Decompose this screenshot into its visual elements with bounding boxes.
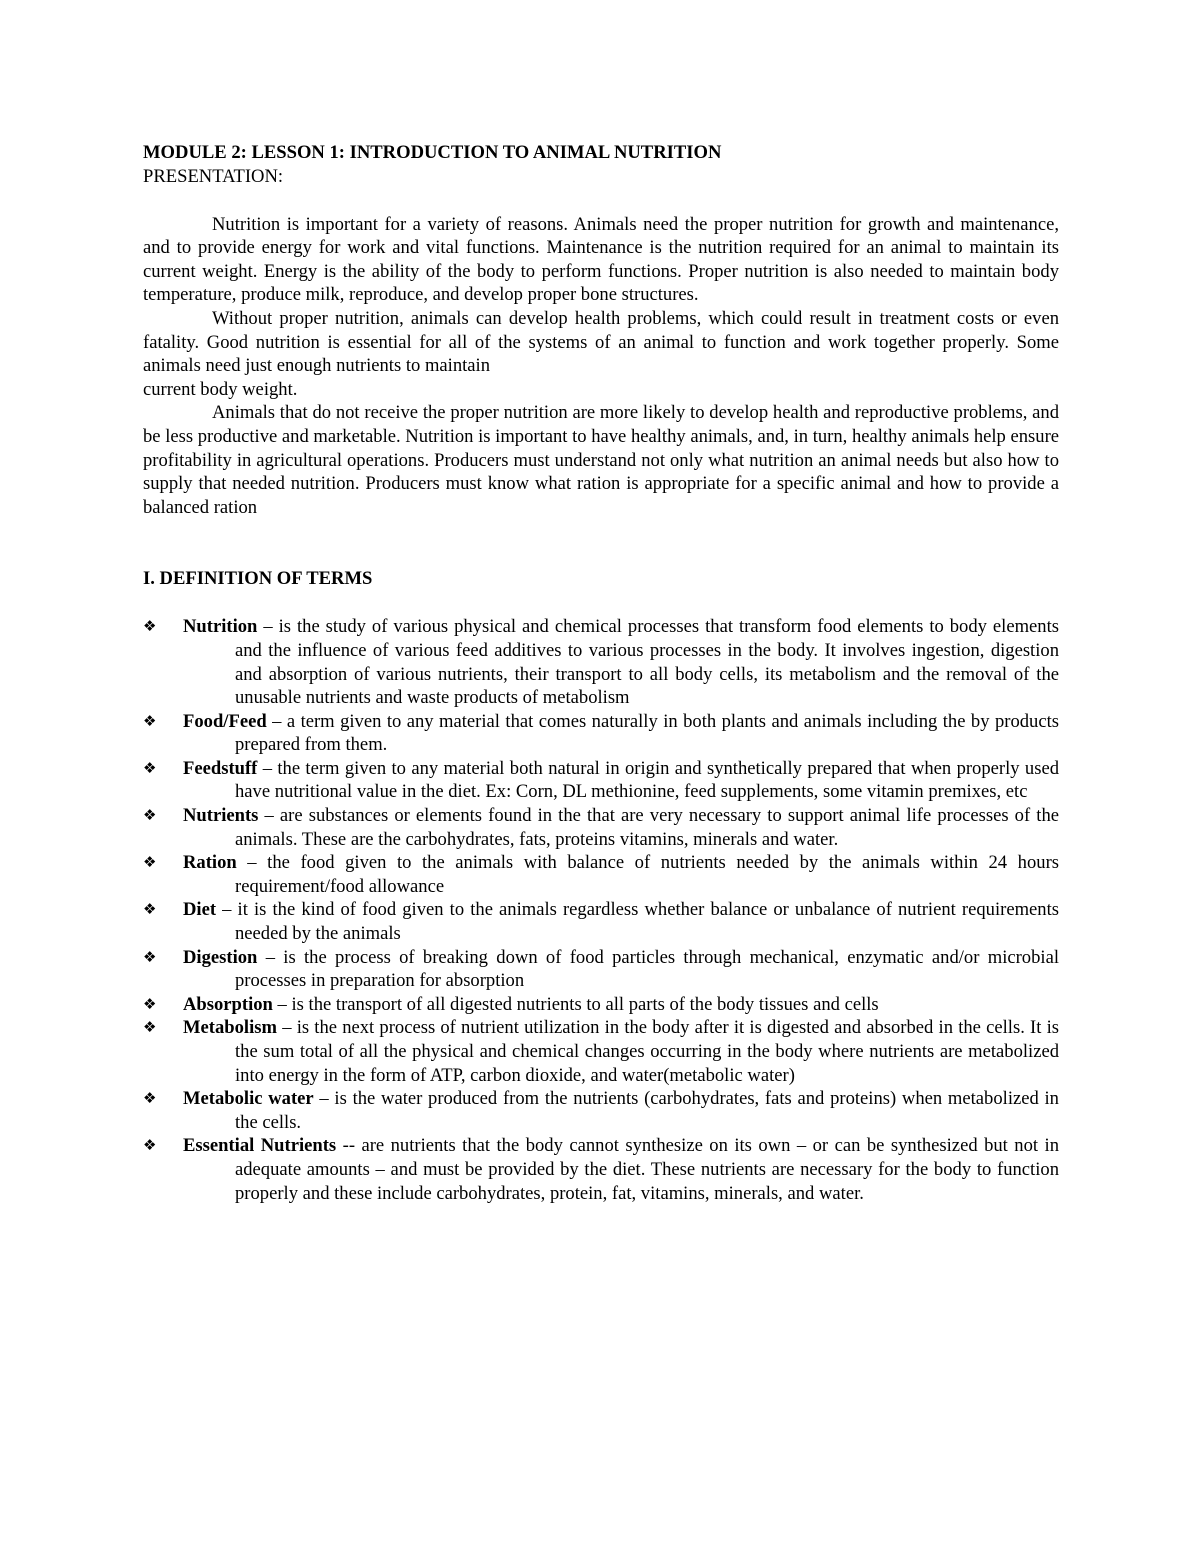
paragraph-2-continuation: current body weight. <box>143 378 298 400</box>
definition-item <box>143 710 1059 757</box>
diamond-bullet-icon: ❖ <box>143 1136 157 1155</box>
diamond-bullet-icon: ❖ <box>143 1018 157 1037</box>
definition-item <box>143 1087 1059 1134</box>
term-definition: – is the water produced from the nutrients (carbohydrates, fats and proteins) when metabolized in the cells. <box>235 1088 1059 1133</box>
page-title: MODULE 2: LESSON 1: INTRODUCTION TO ANIMAL NUTRITION <box>143 142 722 163</box>
term-name: Metabolism <box>183 1017 277 1039</box>
term-name: Nutrition <box>183 616 258 638</box>
diamond-bullet-icon: ❖ <box>143 994 157 1013</box>
term-definition: – the term given to any material both natural in origin and synthetically prepared that when properly used have nutritional value in the diet. Ex: Corn, DL methionine, feed supplements, some vitamin premixes, etc <box>235 757 1059 803</box>
diamond-bullet-icon: ❖ <box>143 711 157 730</box>
definition-item <box>143 946 1059 993</box>
term-definition: – is the next process of nutrient utilization in the body after it is digested and absorbed in the cells. It is the sum total of all the physical and chemical changes occurring in the body where nutrients are metabolized into energy in the form of ATP, carbon dioxide, and water(metabolic water) <box>235 1017 1059 1086</box>
diamond-bullet-icon: ❖ <box>143 900 157 919</box>
definition-list <box>143 615 1059 1205</box>
term-definition: – is the study of various physical and chemical processes that transform food elements to body elements and the influence of various feed additives to various processes in the body. It involves ingestion, digestion and absorption of various nutrients, their transport to all body cells, its metabolism and the removal of the unusable nutrients and waste products of metabolism <box>235 616 1059 709</box>
term-definition: – are substances or elements found in the that are very necessary to support animal life processes of the animals. These are the carbohydrates, fats, proteins vitamins, minerals and water. <box>235 805 1059 850</box>
term-name: Food/Feed <box>183 710 267 732</box>
paragraph-2: Without proper nutrition, animals can develop health problems, which could result in treatment costs or even fatality. Good nutrition is essential for all of the systems of an animal to function and work together properly. Some animals need just enough nutrients to maintain <box>143 307 1059 377</box>
definition-item <box>143 1134 1059 1205</box>
diamond-bullet-icon: ❖ <box>143 617 157 636</box>
term-definition: -- are nutrients that the body cannot synthesize on its own – or can be synthesized but not in adequate amounts – and must be provided by the diet. These nutrients are necessary for the body to function properly and these include carbohydrates, protein, fat, vitamins, minerals, and water. <box>235 1135 1059 1204</box>
diamond-bullet-icon: ❖ <box>143 806 157 825</box>
term-name: Diet <box>183 899 217 921</box>
diamond-bullet-icon: ❖ <box>143 758 157 777</box>
document-body <box>143 141 1059 1205</box>
definition-item <box>143 804 1059 851</box>
definition-item <box>143 993 1059 1017</box>
term-name: Feedstuff <box>183 757 258 779</box>
section-label-presentation: PRESENTATION: <box>143 166 284 187</box>
definition-item <box>143 1016 1059 1087</box>
term-name: Nutrients <box>183 805 259 827</box>
term-name: Absorption <box>183 993 273 1015</box>
diamond-bullet-icon: ❖ <box>143 947 157 966</box>
diamond-bullet-icon: ❖ <box>143 1089 157 1108</box>
term-definition: – is the process of breaking down of food particles through mechanical, enzymatic and/or microbial processes in preparation for absorption <box>235 946 1059 992</box>
definition-item <box>143 851 1059 898</box>
term-definition: – the food given to the animals with balance of nutrients needed by the animals within 24 hours requirement/food allowance <box>235 852 1059 897</box>
term-definition: – is the transport of all digested nutrients to all parts of the body tissues and cells <box>272 993 879 1015</box>
paragraph-3: Animals that do not receive the proper nutrition are more likely to develop health and reproductive problems, and be less productive and marketable. Nutrition is important to have healthy animals, and, in turn, healthy animals help ensure profitability in agricultural operations. Producers must understand not only what nutrition an animal needs but also how to supply that needed nutrition. Producers must know what ration is appropriate for a specific animal and how to provide a balanced ration <box>143 402 1060 518</box>
definition-item <box>143 757 1059 804</box>
definition-item <box>143 898 1059 945</box>
term-definition: – a term given to any material that comes naturally in both plants and animals including the by products prepared from them. <box>235 710 1059 756</box>
term-name: Essential Nutrients <box>183 1135 337 1157</box>
diamond-bullet-icon: ❖ <box>143 853 157 872</box>
definition-item <box>143 615 1059 709</box>
term-definition: – it is the kind of food given to the animals regardless whether balance or unbalance of nutrient requirements needed by the animals <box>216 899 1059 945</box>
term-name: Metabolic water <box>183 1088 314 1110</box>
term-name: Ration <box>183 852 237 874</box>
term-name: Digestion <box>183 946 258 968</box>
paragraph-1: Nutrition is important for a variety of reasons. Animals need the proper nutrition for growth and maintenance, and to provide energy for work and vital functions. Maintenance is the nutrition required for an animal to maintain its current weight. Energy is the ability of the body to perform functions. Proper nutrition is also needed to maintain body temperature, produce milk, reproduce, and develop proper bone structures. <box>143 213 1059 306</box>
section-heading-definition-of-terms: I. DEFINITION OF TERMS <box>143 568 373 590</box>
